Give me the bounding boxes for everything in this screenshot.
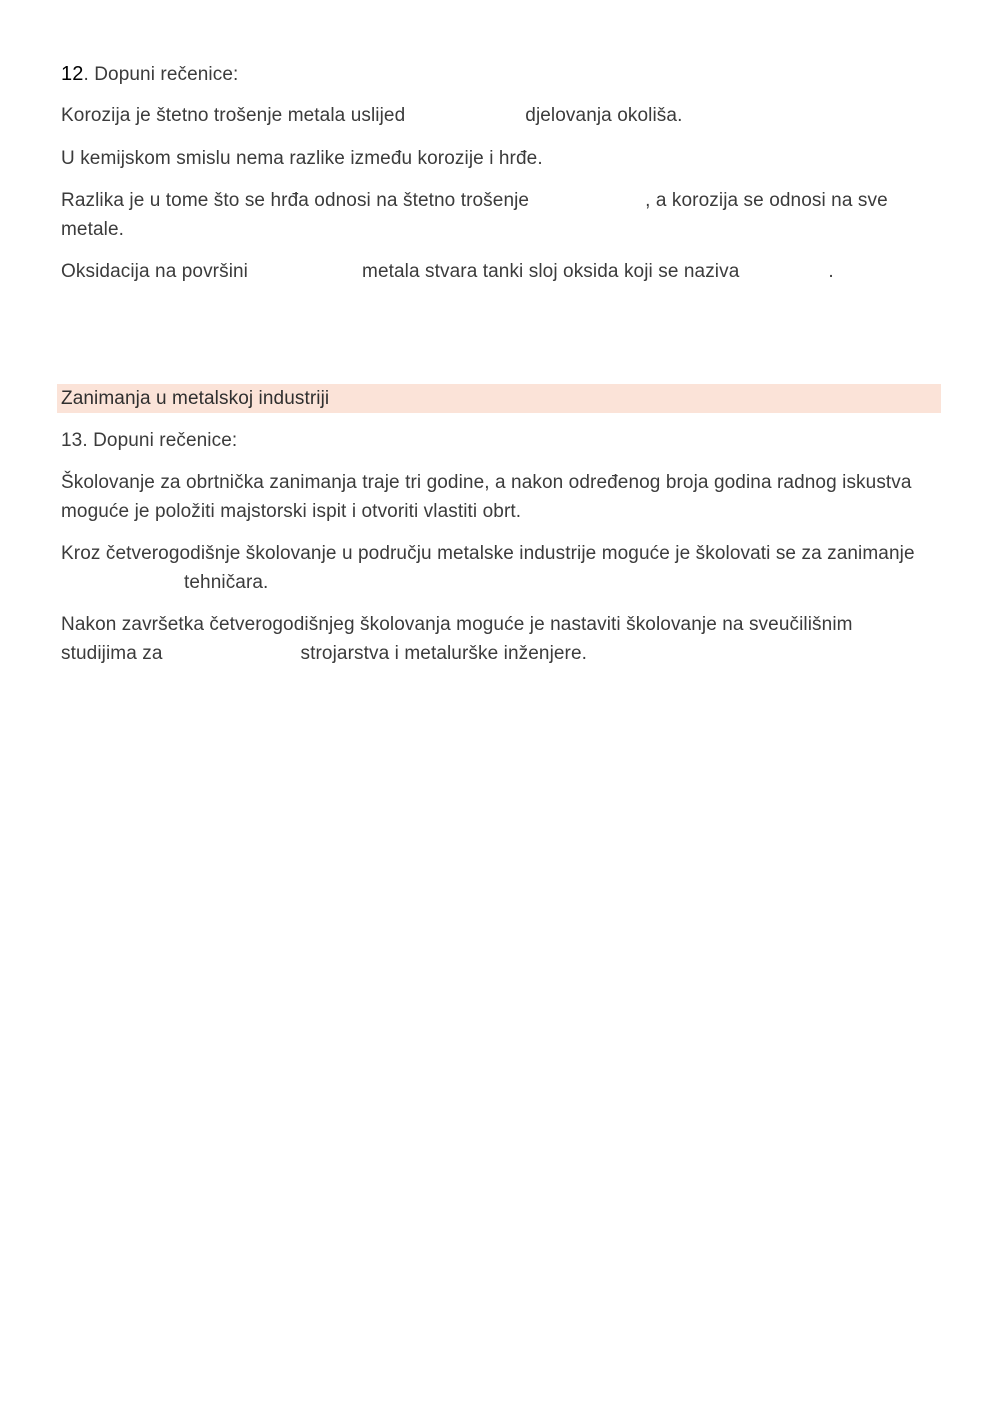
paragraph-four-year-line1: Kroz četverogodišnje školovanje u području metalske industrije moguće je školovati se za zanimanje [61,543,915,564]
sentence-text: . [828,261,834,282]
paragraph-university-line1: Nakon završetka četverogodišnjeg školovanja moguće je nastaviti školovanje na sveučilišnim [61,614,853,635]
sentence-difference-cont: metale. [61,219,125,240]
sentence-text: djelovanja okoliša. [525,105,683,126]
paragraph-crafts-line1: Školovanje za obrtnička zanimanja traje tri godine, a nakon određenog broja godina radnog iskustva [61,472,912,493]
question-number: 12 [61,63,84,85]
sentence-text: studijima za [61,643,163,664]
sentence-text: , a korozija se odnosi na sve [645,190,888,211]
question-12-heading [61,60,238,89]
paragraph-crafts-line2: moguće je položiti majstorski ispit i otvoriti vlastiti obrt. [61,501,522,522]
sentence-text: Oksidacija na površini [61,261,249,282]
sentence-text: metala stvara tanki sloj oksida koji se naziva [362,261,740,282]
question-13-heading: 13. Dopuni rečenice: [61,430,238,451]
section-title: Zanimanja u metalskoj industriji [61,388,330,409]
question-heading-text: . Dopuni rečenice: [83,64,239,85]
paragraph-four-year-line2 [61,568,268,597]
sentence-chemical: U kemijskom smislu nema razlike između korozije i hrđe. [61,148,543,169]
sentence-text: tehničara. [184,572,269,593]
sentence-text: strojarstva i metalurške inženjere. [300,643,588,664]
sentence-text: Korozija je štetno trošenje metala uslijed [61,105,406,126]
sentence-difference [61,186,888,215]
sentence-text: Razlika je u tome što se hrđa odnosi na štetno trošenje [61,190,530,211]
sentence-corrosion [61,101,682,130]
paragraph-university-line2 [61,639,587,668]
sentence-oxidation [61,257,834,286]
